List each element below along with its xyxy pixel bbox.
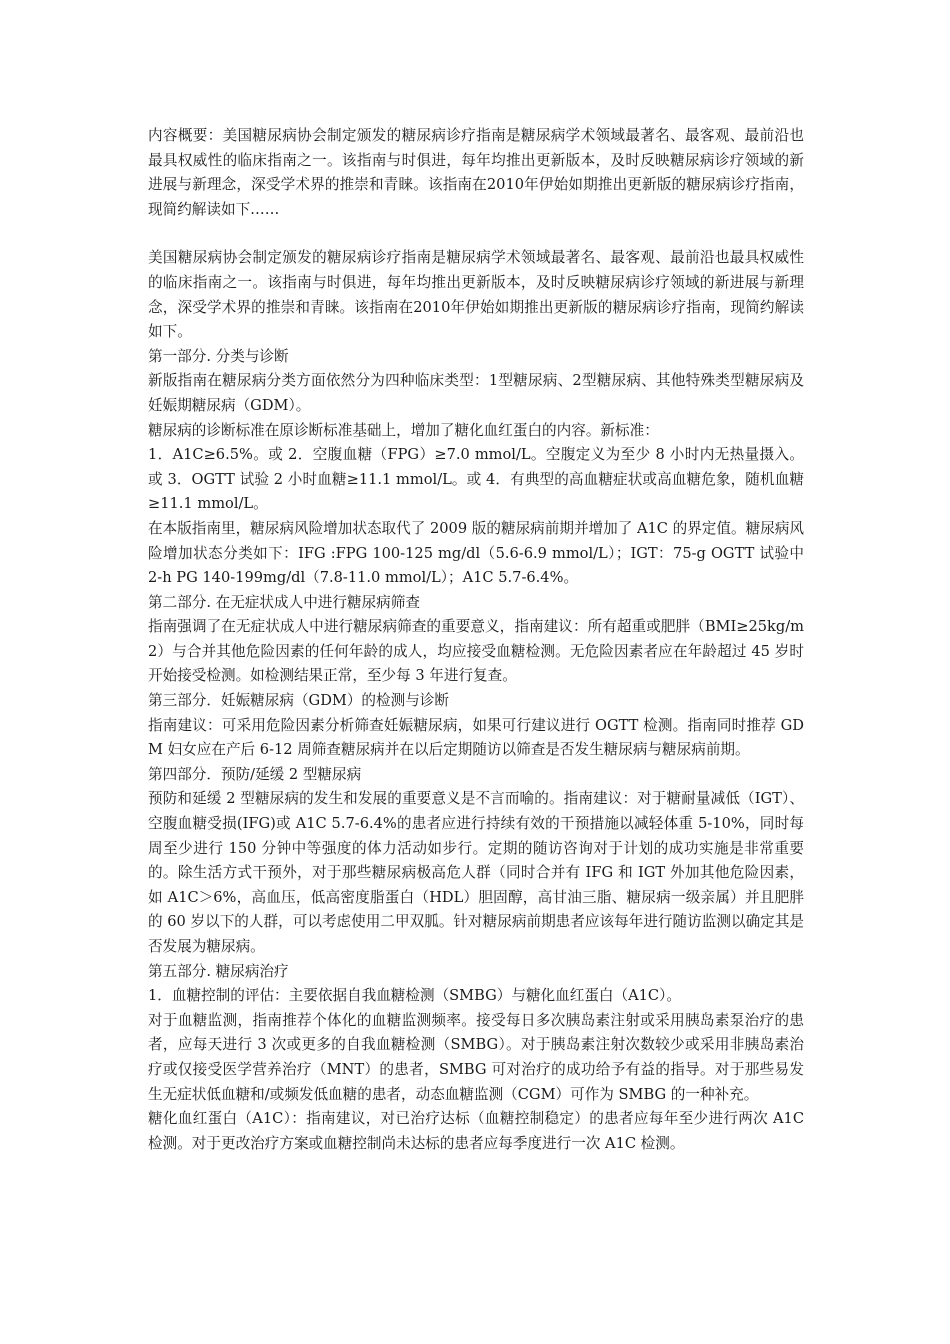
body-paragraph: 糖化血红蛋白（A1C）：指南建议，对已治疗达标（血糖控制稳定）的患者应每年至少进行两次 A1C 检测。对于更改治疗方案或血糖控制尚未达标的患者应每季度进行一次 A1C 检测。	[148, 1110, 804, 1152]
section-5-heading: 第五部分. 糖尿病治疗	[148, 962, 289, 980]
body-paragraph: 在本版指南里，糖尿病风险增加状态取代了 2009 版的糖尿病前期并增加了 A1C 的界定值。糖尿病风险增加状态分类如下：IFG :FPG 100-125 mg/dl（5.6-6.9 mmol/L）；IGT：75-g OGTT 试验中 2-h PG 140-199mg/dl（7.8-11.0 mmol/L）；A1C 5.7-6.4%。	[148, 519, 804, 587]
body-paragraph: 1．血糖控制的评估：主要依据自我血糖检测（SMBG）与糖化血红蛋白（A1C）。	[148, 987, 681, 1005]
summary-paragraph: 内容概要：美国糖尿病协会制定颁发的糖尿病诊疗指南是糖尿病学术领域最著名、最客观、最前沿也最具权威性的临床指南之一。该指南与时俱进，每年均推出更新版本，及时反映糖尿病诊疗领域的新进展与新理念，深受学术界的推崇和青睐。该指南在2010年伊始如期推出更新版的糖尿病诊疗指南，现简约解读如下……	[148, 127, 804, 218]
body-paragraph: 新版指南在糖尿病分类方面依然分为四种临床类型：1型糖尿病、2型糖尿病、其他特殊类型糖尿病及妊娠期糖尿病（GDM）。	[148, 372, 804, 414]
body-paragraph: 预防和延缓 2 型糖尿病的发生和发展的重要意义是不言而喻的。指南建议：对于糖耐量减低（IGT）、空腹血糖受损(IFG)或 A1C 5.7-6.4%的患者应进行持续有效的干预措施以减轻体重 5-10%，同时每周至少进行 150 分钟中等强度的体力活动如步行。定期的随访咨询对于计划的成功实施是非常重要的。除生活方式干预外，对于那些糖尿病极高危人群（同时合并有 IFG 和 IGT 外加其他危险因素，如 A1C＞6%，高血压，低高密度脂蛋白（HDL）胆固醇，高甘油三脂、糖尿病一级亲属）并且肥胖的 60 岁以下的人群，可以考虑使用二甲双胍。针对糖尿病前期患者应该每年进行随访监测以确定其是否发展为糖尿病。	[148, 790, 804, 955]
section-4-heading: 第四部分．预防/延缓 2 型糖尿病	[148, 765, 362, 783]
section-3-heading: 第三部分．妊娠糖尿病（GDM）的检测与诊断	[148, 692, 449, 710]
section-1-heading: 第一部分. 分类与诊断	[148, 347, 289, 365]
body-paragraph: 对于血糖监测，指南推荐个体化的血糖监测频率。接受每日多次胰岛素注射或采用胰岛素泵治疗的患者，应每天进行 3 次或更多的自我血糖检测（SMBG）。对于胰岛素注射次数较少或采用非胰岛素治疗或仅接受医学营养治疗（MNT）的患者，SMBG 可对治疗的成功给予有益的指导。对于那些易发生无症状低血糖和/或频发低血糖的患者，动态血糖监测（CGM）可作为 SMBG 的一种补充。	[148, 1011, 804, 1103]
body-paragraph: 指南强调了在无症状成人中进行糖尿病筛查的重要意义，指南建议：所有超重或肥胖（BMI≥25kg/m2）与合并其他危险因素的任何年龄的成人，均应接受血糖检测。无危险因素者应在年龄超过 45 岁时开始接受检测。如检测结果正常，至少每 3 年进行复查。	[148, 618, 804, 685]
intro-paragraph: 美国糖尿病协会制定颁发的糖尿病诊疗指南是糖尿病学术领域最著名、最客观、最前沿也最具权威性的临床指南之一。该指南与时俱进，每年均推出更新版本，及时反映糖尿病诊疗领域的新进展与新理念，深受学术界的推崇和青睐。该指南在2010年伊始如期推出更新版的糖尿病诊疗指南，现简约解读如下。	[148, 249, 804, 341]
body-paragraph: 糖尿病的诊断标准在原诊断标准基础上，增加了糖化血红蛋白的内容。新标准：	[148, 421, 659, 439]
paragraph-gap	[148, 222, 804, 246]
section-2-heading: 第二部分. 在无症状成人中进行糖尿病筛查	[148, 593, 420, 611]
body-paragraph: 指南建议：可采用危险因素分析筛查妊娠糖尿病，如果可行建议进行 OGTT 检测。指南同时推荐 GDM 妇女应在产后 6-12 周筛查糖尿病并在以后定期随访以筛查是否发生糖尿病与糖尿病前期。	[148, 716, 804, 759]
diagnostic-criteria-paragraph: 1．A1C≥6.5%。或 2．空腹血糖（FPG）≥7.0 mmol/L。空腹定义为至少 8 小时内无热量摄入。或 3．OGTT 试验 2 小时血糖≥11.1 mmol/L。或 4．有典型的高血糖症状或高血糖危象，随机血糖≥11.1 mmol/L。	[148, 446, 804, 513]
document-page	[148, 124, 804, 1156]
